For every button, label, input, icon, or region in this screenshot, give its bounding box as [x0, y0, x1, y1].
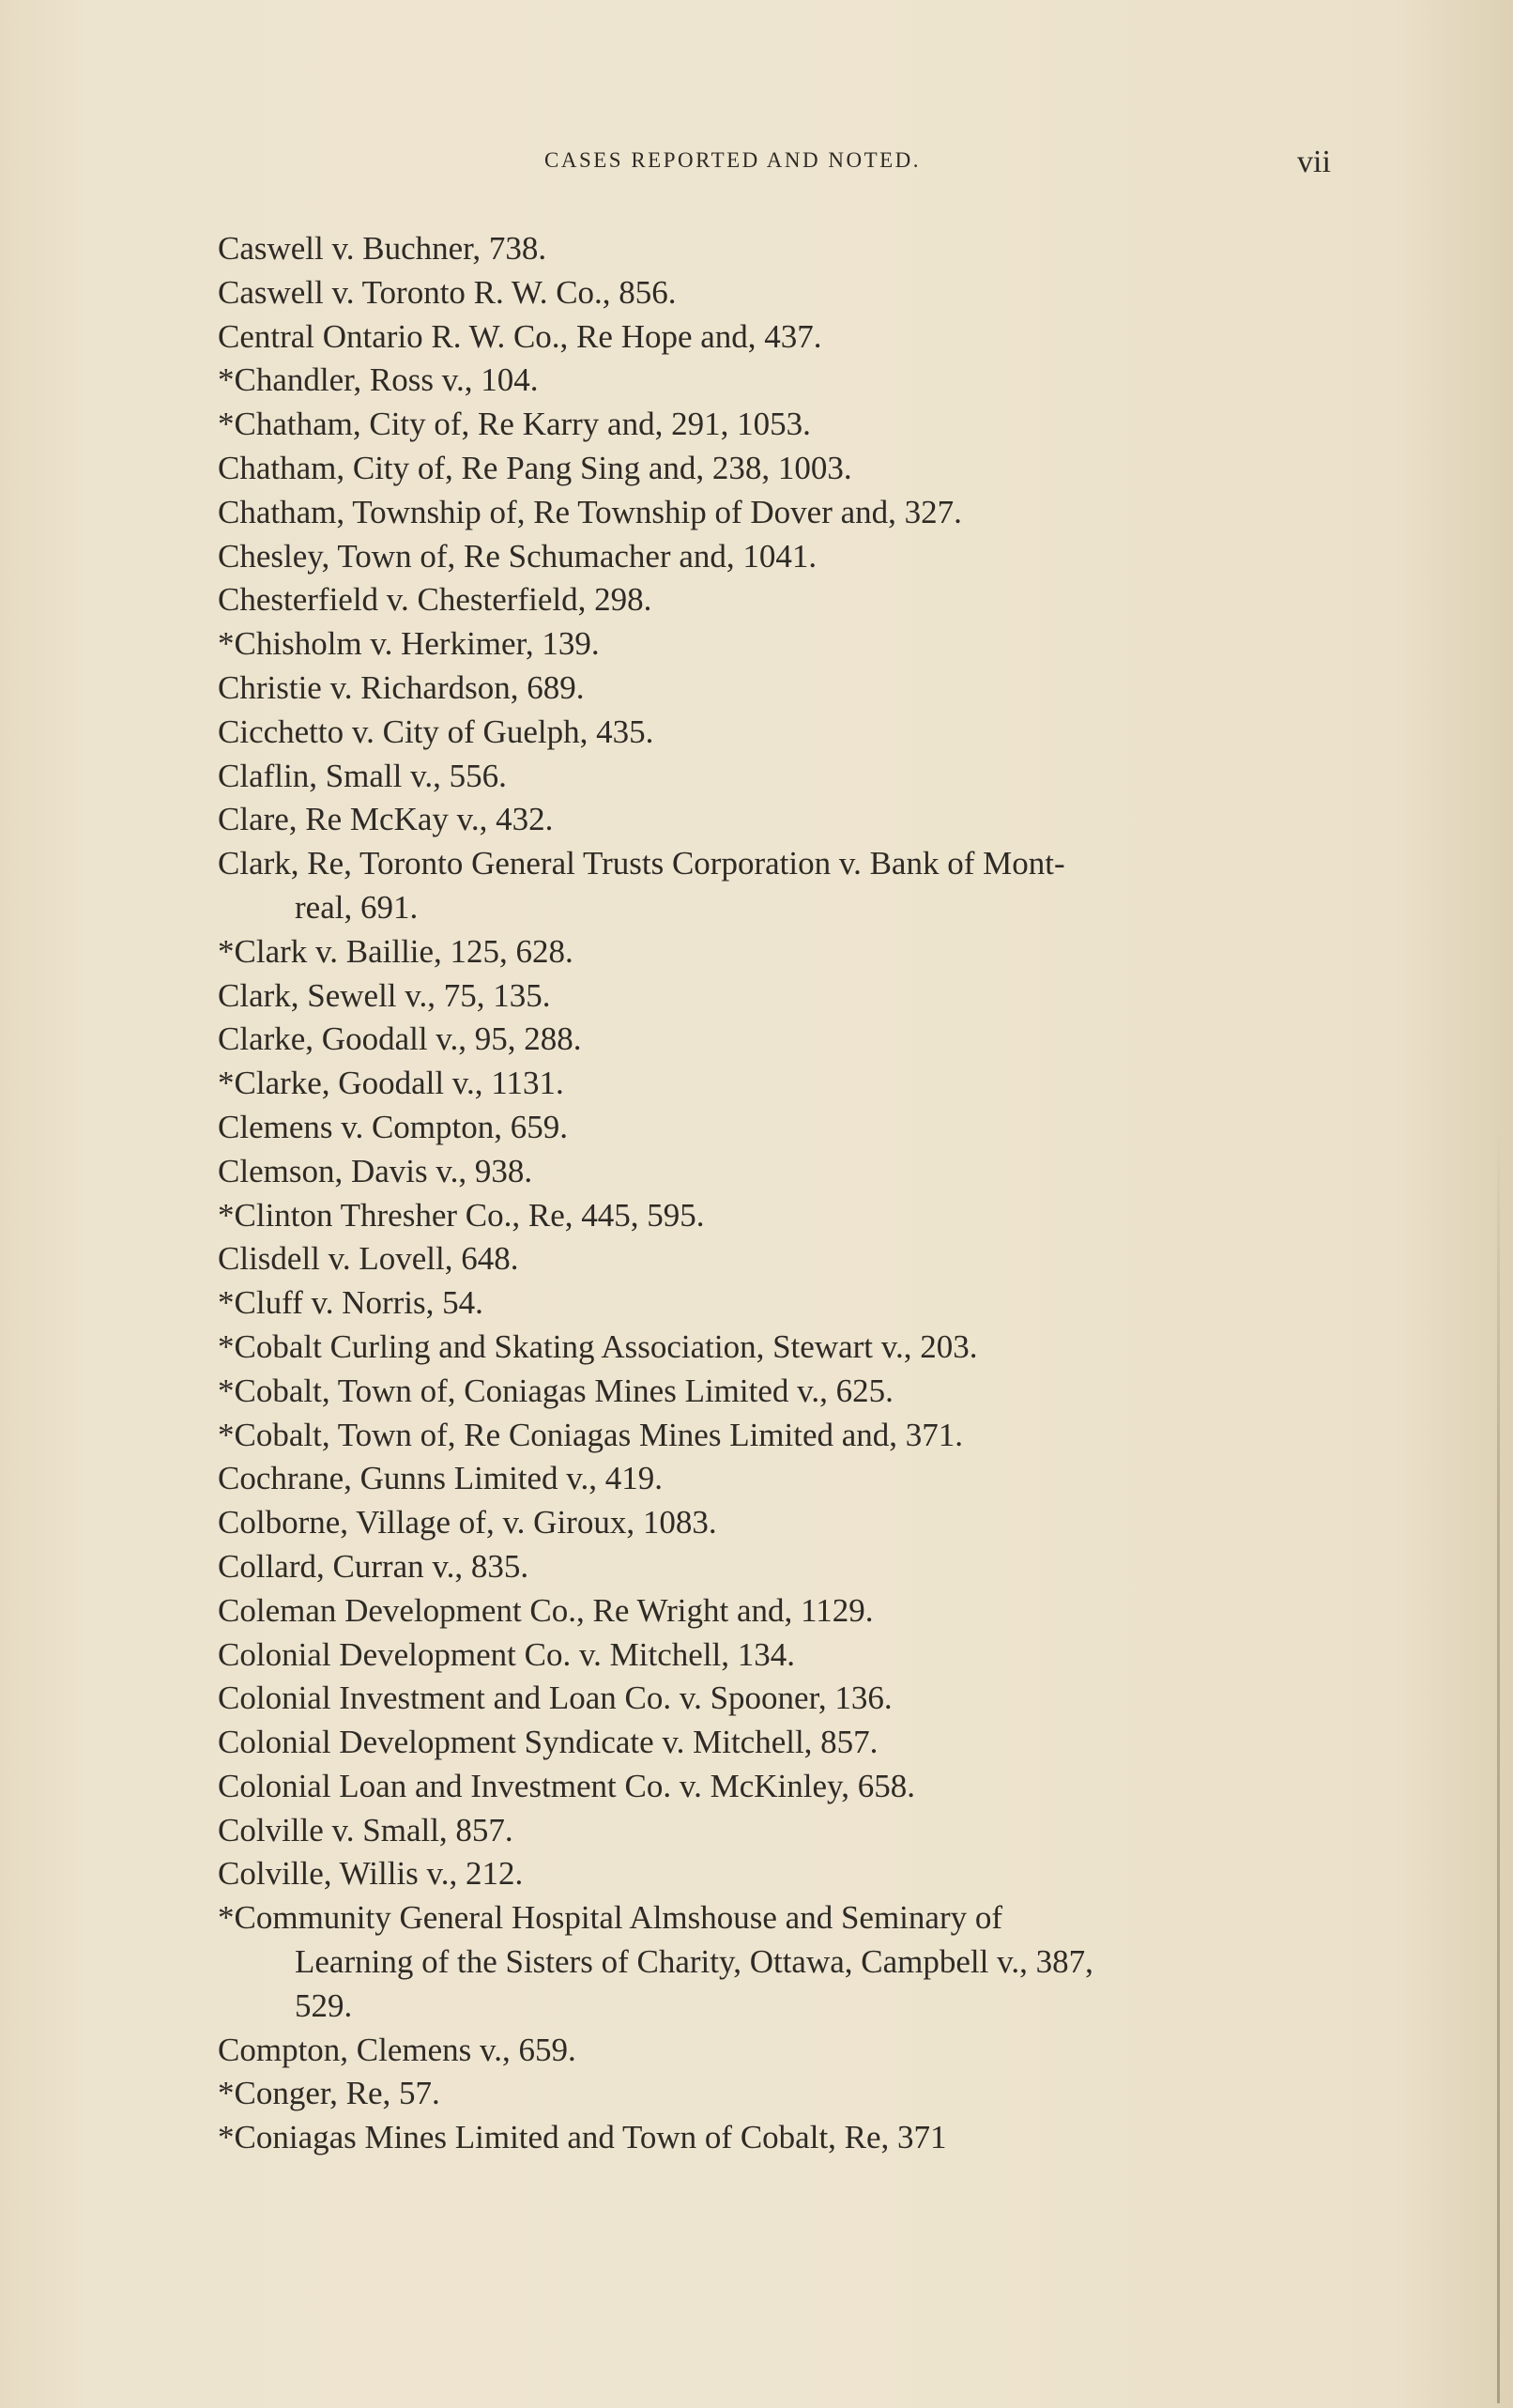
index-entry [218, 227, 1335, 271]
index-entry [218, 798, 1335, 842]
index-entry [218, 667, 1335, 711]
page-edge-shadow [1497, 1127, 1500, 2403]
index-entry [218, 1106, 1335, 1150]
index-entry [218, 1281, 1335, 1326]
page-header [0, 145, 1513, 186]
index-entry [218, 1414, 1335, 1458]
index-entry [218, 2072, 1335, 2116]
index-entry-text: Chesterfield v. Chesterfield, 298. [218, 581, 652, 619]
index-entry [218, 1765, 1335, 1809]
index-entry-text: *Clark v. Baillie, 125, 628. [218, 932, 573, 970]
index-entry [218, 2029, 1335, 2073]
index-entry [218, 315, 1335, 360]
index-entry-text: Clemson, Davis v., 938. [218, 1152, 533, 1189]
index-entry-text: *Clinton Thresher Co., Re, 445, 595. [218, 1196, 705, 1234]
index-entry-text: Chatham, City of, Re Pang Sing and, 238, 1003. [218, 449, 852, 486]
index-entry [218, 1589, 1335, 1633]
index-entry-text: Clarke, Goodall v., 95, 288. [218, 1020, 582, 1058]
index-entry-text: *Coniagas Mines Limited and Town of Cobalt, Re, 371 [218, 2119, 947, 2156]
index-entry [218, 755, 1335, 799]
index-entry-text: Central Ontario R. W. Co., Re Hope and, 437. [218, 317, 822, 355]
index-entry [218, 1370, 1335, 1414]
index-entry-text: Colonial Development Co. v. Mitchell, 134. [218, 1635, 796, 1673]
index-entry-continuation: real, 691. [295, 888, 419, 926]
index-entry-text: Clark, Re, Toronto General Trusts Corporation v. Bank of Mont- [218, 845, 1065, 882]
index-entry [218, 1501, 1335, 1545]
index-entry [218, 1326, 1335, 1370]
index-entry [218, 491, 1335, 535]
index-entry-text: Claflin, Small v., 556. [218, 757, 507, 794]
index-entry [218, 1809, 1335, 1853]
index-entry [218, 930, 1335, 974]
index-entry [218, 1896, 1335, 2028]
index-entry-text: Clare, Re McKay v., 432. [218, 801, 554, 838]
index-entry-text: Colville, Willis v., 212. [218, 1855, 524, 1893]
index-entry-text: Clemens v. Compton, 659. [218, 1108, 569, 1145]
index-entry [218, 271, 1335, 315]
index-entry [218, 1677, 1335, 1721]
case-index-list [218, 227, 1335, 2160]
index-entry-text: Colonial Loan and Investment Co. v. McKinley, 658. [218, 1767, 915, 1804]
index-entry-continuation: 529. [295, 1986, 353, 2024]
index-entry [218, 1237, 1335, 1281]
page-number: vii [1297, 145, 1331, 179]
index-entry [218, 1062, 1335, 1106]
index-entry-text: Collard, Curran v., 835. [218, 1547, 529, 1585]
index-entry [218, 1150, 1335, 1194]
index-entry-text: *Community General Hospital Almshouse and Seminary of [218, 1899, 1003, 1937]
index-entry [218, 1852, 1335, 1896]
index-entry [218, 578, 1335, 622]
index-entry-text: Colonial Investment and Loan Co. v. Spooner, 136. [218, 1679, 893, 1717]
index-entry-text: Clark, Sewell v., 75, 135. [218, 976, 551, 1014]
index-entry [218, 974, 1335, 1019]
index-entry-text: Compton, Clemens v., 659. [218, 2031, 576, 2068]
index-entry-text: *Clarke, Goodall v., 1131. [218, 1065, 564, 1102]
index-entry-text: Chatham, Township of, Re Township of Dover and, 327. [218, 493, 962, 530]
index-entry [218, 447, 1335, 491]
index-entry-text: *Cobalt Curling and Skating Association, Stewart v., 203. [218, 1327, 978, 1365]
index-entry-text: Christie v. Richardson, 689. [218, 668, 585, 706]
index-entry-text: Clisdell v. Lovell, 648. [218, 1240, 519, 1278]
index-entry [218, 1721, 1335, 1765]
index-entry [218, 2116, 1335, 2160]
index-entry [218, 359, 1335, 403]
index-entry-text: *Chisholm v. Herkimer, 139. [218, 625, 600, 663]
index-entry-continuation: Learning of the Sisters of Charity, Ottawa, Campbell v., 387, [295, 1943, 1093, 1981]
index-entry [218, 842, 1335, 930]
index-entry [218, 1545, 1335, 1589]
index-entry-text: *Chandler, Ross v., 104. [218, 361, 539, 399]
index-entry [218, 622, 1335, 667]
index-entry-text: Cochrane, Gunns Limited v., 419. [218, 1460, 664, 1497]
index-entry [218, 1633, 1335, 1678]
index-entry-text: Chesley, Town of, Re Schumacher and, 1041. [218, 537, 818, 575]
index-entry [218, 1457, 1335, 1501]
index-entry [218, 1018, 1335, 1062]
index-entry-text: *Cobalt, Town of, Coniagas Mines Limited v., 625. [218, 1372, 894, 1409]
index-entry-text: Colville v. Small, 857. [218, 1811, 513, 1848]
index-entry-text: Colonial Development Syndicate v. Mitchell, 857. [218, 1724, 879, 1761]
index-entry-text: Coleman Development Co., Re Wright and, 1129. [218, 1591, 874, 1629]
index-entry [218, 1194, 1335, 1238]
index-entry-text: *Conger, Re, 57. [218, 2075, 440, 2112]
index-entry [218, 403, 1335, 447]
index-entry [218, 711, 1335, 755]
index-entry-text: Caswell v. Buchner, 738. [218, 230, 547, 267]
index-entry-text: *Cluff v. Norris, 54. [218, 1284, 483, 1322]
index-entry-text: Cicchetto v. City of Guelph, 435. [218, 713, 654, 750]
index-entry-text: Caswell v. Toronto R. W. Co., 856. [218, 273, 677, 311]
index-entry [218, 535, 1335, 579]
running-title: CASES REPORTED AND NOTED. [544, 148, 922, 172]
index-entry-text: *Chatham, City of, Re Karry and, 291, 1053. [218, 406, 811, 443]
index-entry-text: *Cobalt, Town of, Re Coniagas Mines Limited and, 371. [218, 1416, 964, 1453]
index-entry-text: Colborne, Village of, v. Giroux, 1083. [218, 1504, 717, 1541]
